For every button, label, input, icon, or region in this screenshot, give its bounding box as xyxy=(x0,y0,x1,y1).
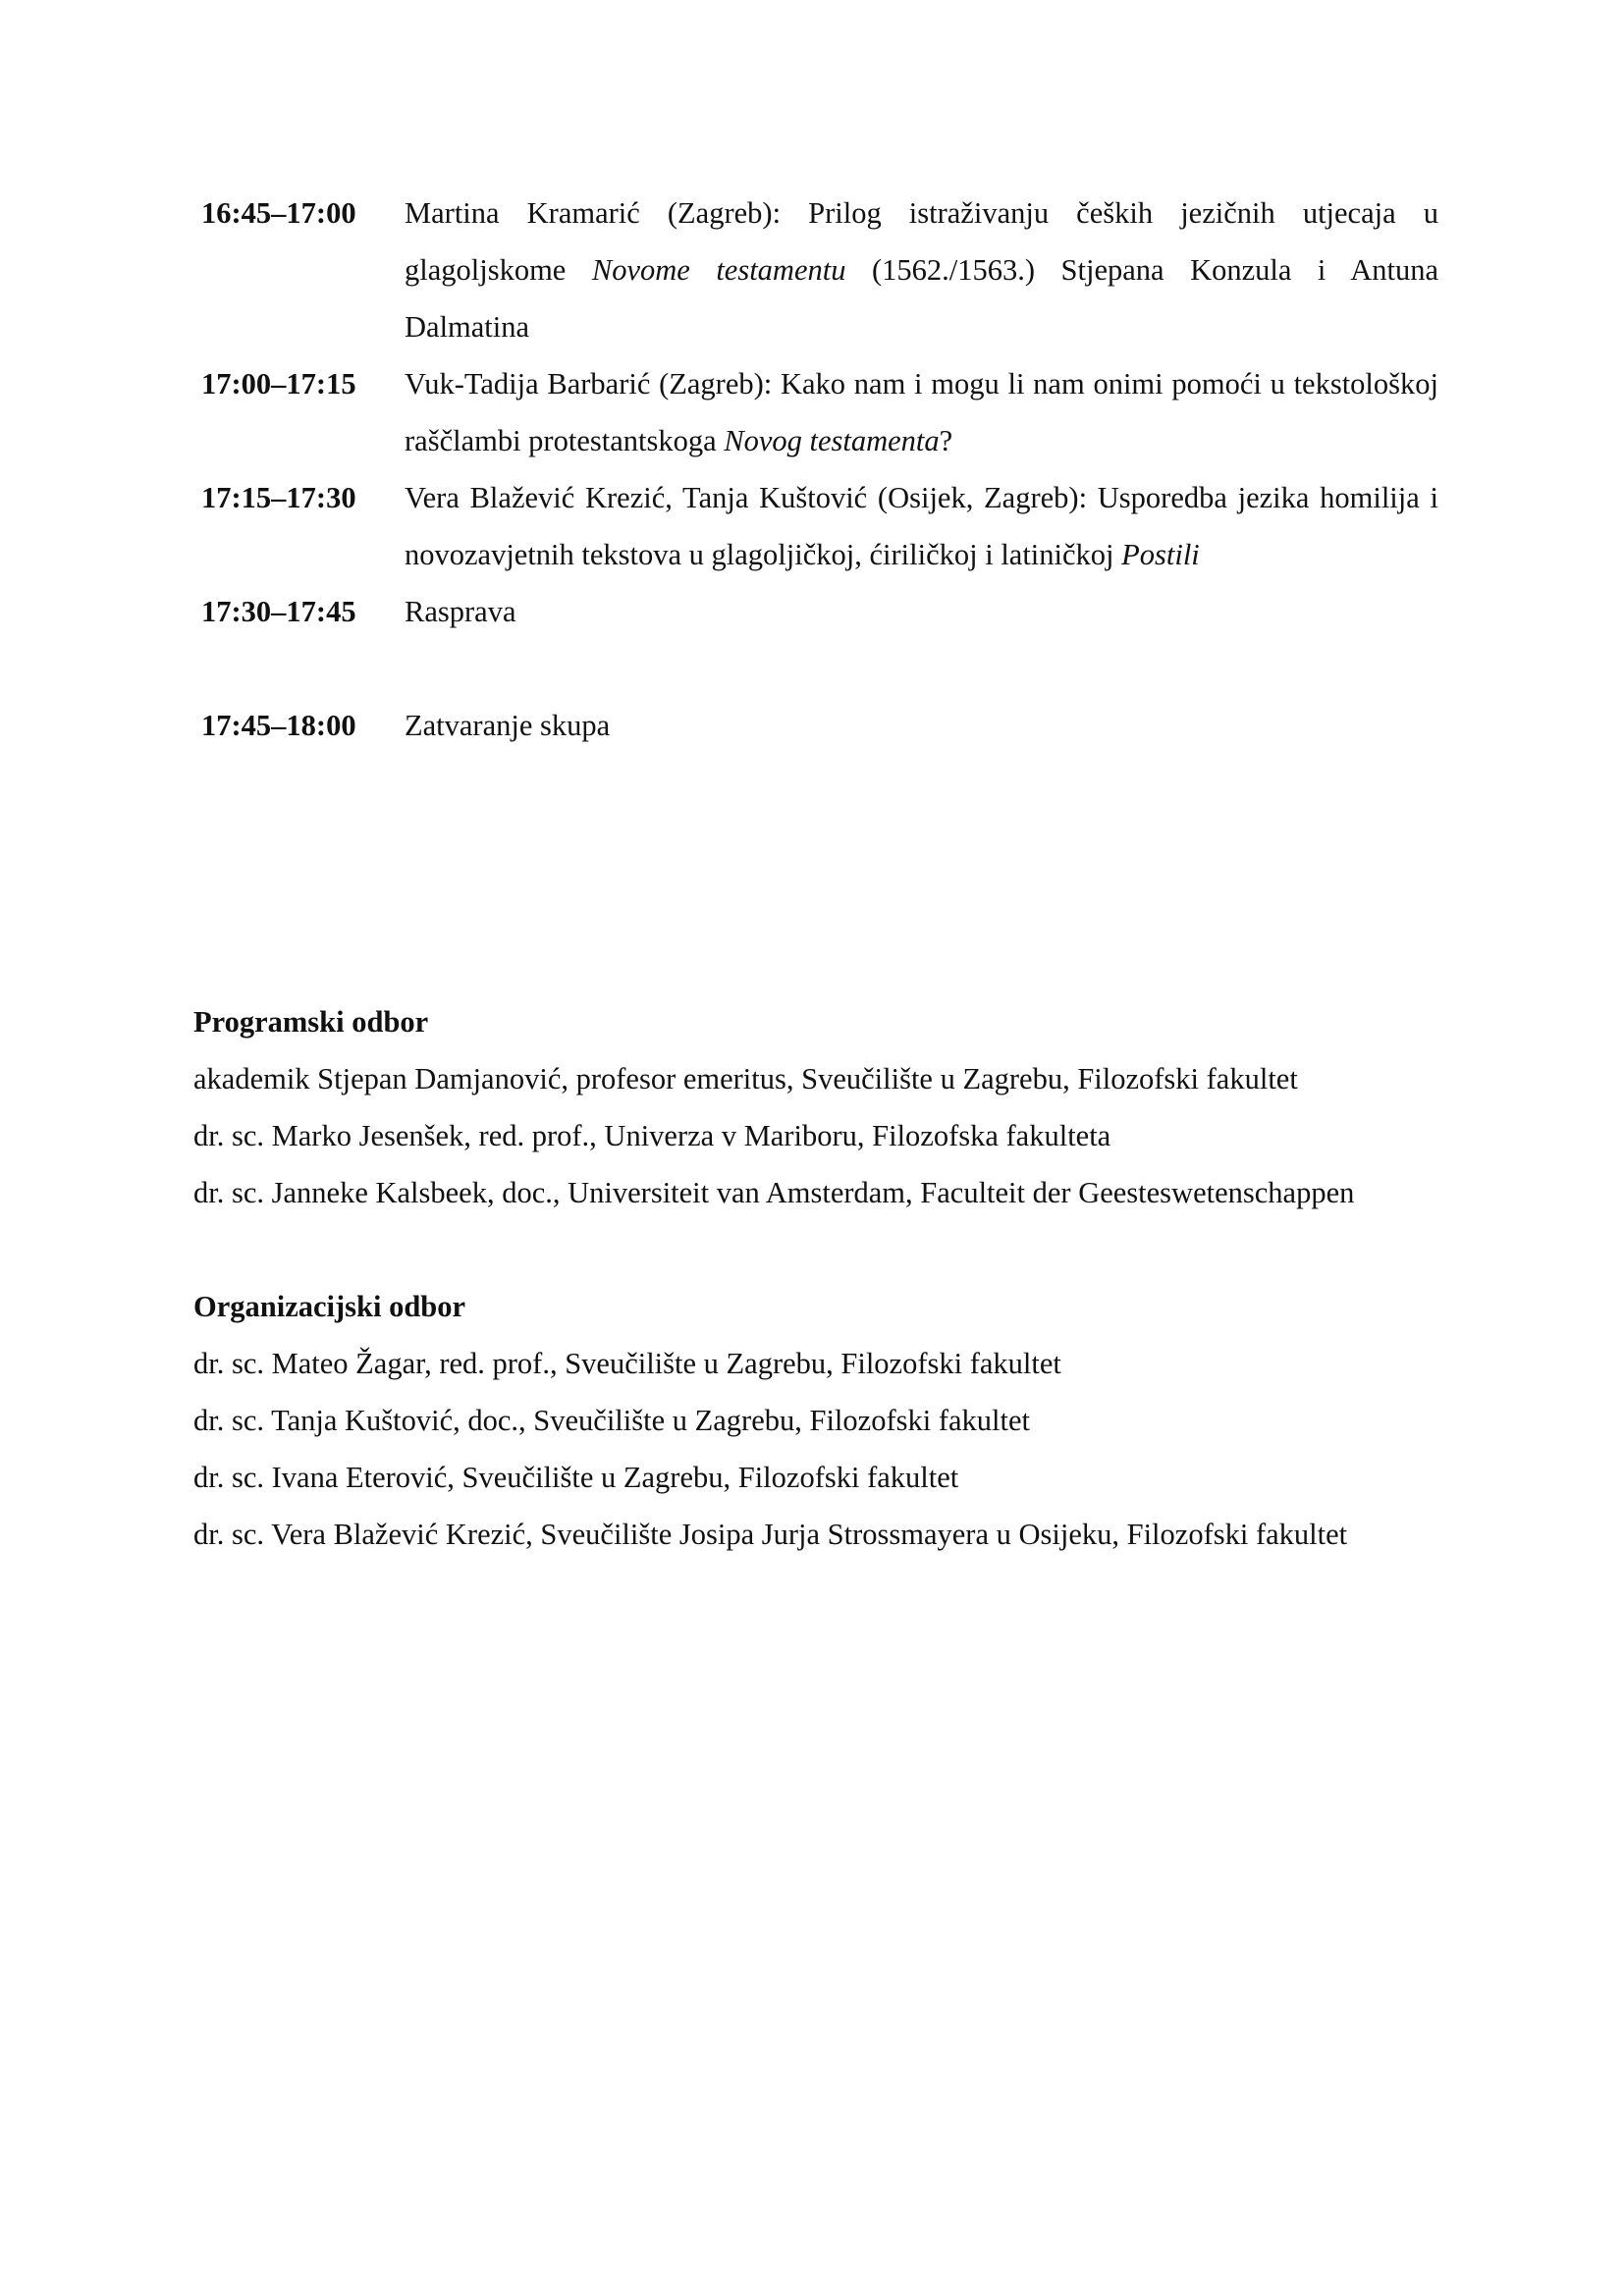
session-time: 17:15–17:30 xyxy=(201,481,356,514)
committee-member: dr. sc. Janneke Kalsbeek, doc., Universiteit van Amsterdam, Faculteit der Geesteswetenschappen xyxy=(193,1176,1355,1209)
talk-text: Vuk-Tadija Barbarić (Zagreb): Kako nam i mogu li nam onimi pomoći u tekstološkoj raščlambi protestantskoga xyxy=(405,367,1438,457)
schedule-row xyxy=(201,697,1438,754)
session-description xyxy=(405,469,1438,583)
organizing-committee xyxy=(193,1278,1438,1563)
committee-member: dr. sc. Vera Blažević Krezić, Sveučilište Josipa Jurja Strossmayera u Osijeku, Filozofski fakultet xyxy=(193,1518,1348,1551)
schedule-row xyxy=(201,355,1438,469)
committee-member: dr. sc. Mateo Žagar, red. prof., Sveučilište u Zagrebu, Filozofski fakultet xyxy=(193,1347,1061,1380)
committee-member: dr. sc. Tanja Kuštović, doc., Sveučilište u Zagrebu, Filozofski fakultet xyxy=(193,1404,1030,1437)
talk-text: ? xyxy=(939,424,953,457)
session-time: 17:00–17:15 xyxy=(201,367,356,400)
schedule-gap xyxy=(201,640,1438,697)
session-description xyxy=(405,697,1438,754)
session-time: 16:45–17:00 xyxy=(201,196,356,230)
committee-member: dr. sc. Marko Jesenšek, red. prof., Univerza v Mariboru, Filozofska fakulteta xyxy=(193,1119,1111,1152)
section-gap xyxy=(193,1221,1438,1278)
committee-heading: Organizacijski odbor xyxy=(193,1290,466,1323)
committee-heading: Programski odbor xyxy=(193,1005,429,1039)
committee-member: akademik Stjepan Damjanović, profesor emeritus, Sveučilište u Zagrebu, Filozofski fakultet xyxy=(193,1062,1298,1095)
talk-text: Martina Kramarić (Zagreb): Prilog istraživanju čeških jezičnih utjecaja u glagoljskome xyxy=(405,196,1438,287)
talk-text: Rasprava xyxy=(405,595,516,628)
programme-committee xyxy=(193,993,1438,1221)
talk-text: Zatvaranje skupa xyxy=(405,709,611,742)
programme-schedule xyxy=(201,185,1438,754)
schedule-row xyxy=(201,583,1438,640)
session-description xyxy=(405,355,1438,469)
talk-title-italic: Postili xyxy=(1121,538,1200,571)
session-time: 17:30–17:45 xyxy=(201,595,356,628)
schedule-row xyxy=(201,469,1438,583)
schedule-row xyxy=(201,185,1438,355)
talk-title-italic: Novome testamentu xyxy=(591,253,846,287)
committee-member: dr. sc. Ivana Eterović, Sveučilište u Zagrebu, Filozofski fakultet xyxy=(193,1461,959,1494)
session-description xyxy=(405,583,1438,640)
talk-text: (1562./1563.) Stjepana Konzula i Antuna Dalmatina xyxy=(405,253,1438,344)
committees-section xyxy=(193,993,1438,1563)
talk-title-italic: Novog testamenta xyxy=(724,424,940,457)
session-time: 17:45–18:00 xyxy=(201,709,356,742)
session-description xyxy=(405,185,1438,355)
talk-text: Vera Blažević Krezić, Tanja Kuštović (Osijek, Zagreb): Usporedba jezika homilija i novozavjetnih tekstova u glagoljičkoj, ćiriličkoj i latiničkoj xyxy=(405,481,1438,571)
